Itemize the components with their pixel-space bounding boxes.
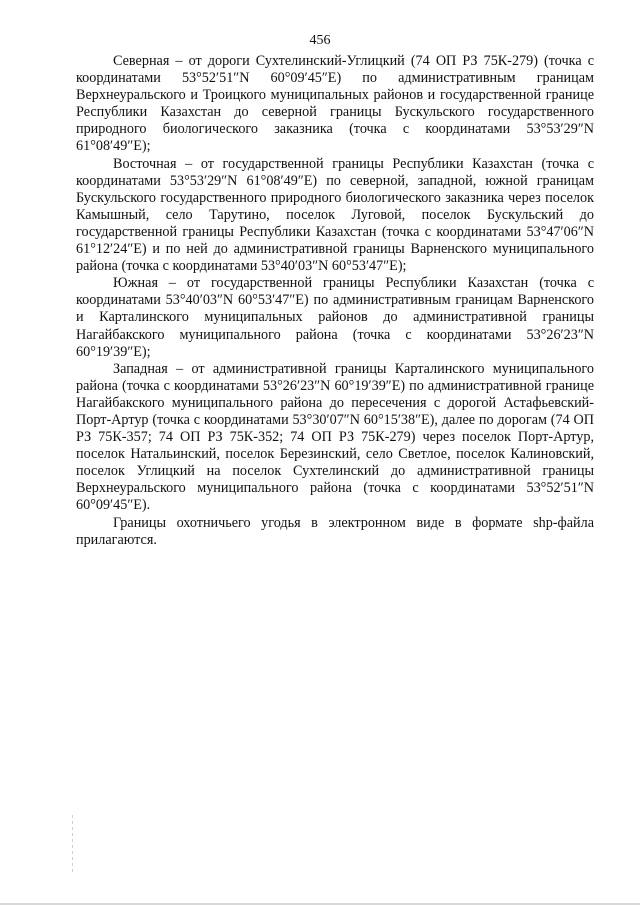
paragraph-west-boundary: Западная – от административной границы Карталинского муниципального района (точка с координатами 53°26′23″N 60°19′39″E) по административной границе Нагайбакского муниципального района до пересечения с дорогой Астафьевский-Порт-Артур (точка с координатами 53°30′07″N 60°15′38″E), далее по дорогам (74 ОП РЗ 75К-357; 74 ОП РЗ 75К-352; 74 ОП РЗ 75К-279) через поселок Порт-Артур, поселок Натальинский, поселок Березинский, село Светлое, поселок Калиновский, поселок Углицкий на поселок Сухтелинский до административной границы Верхнеуральского муниципального района (точка с координатами 53°52′51″N 60°09′45″E). xyxy=(76,360,594,514)
paragraph-north-boundary: Северная – от дороги Сухтелинский-Углицкий (74 ОП РЗ 75К-279) (точка с координатами 53°52′51″N 60°09′45″E) по административным границам Верхнеуральского и Троицкого муниципальных районов и государственной границе Республики Казахстан до северной границы Бускульского государственного природного биологического заказника (точка с координатами 53°53′29″N 61°08′49″E); xyxy=(76,53,594,155)
document-body xyxy=(76,53,594,549)
scan-artifact-line xyxy=(72,815,73,875)
paragraph-south-boundary: Южная – от государственной границы Республики Казахстан (точка с координатами 53°40′03″N 60°53′47″E) по административным границам Варненского и Карталинского муниципальных районов до административной границы Нагайбакского муниципального района (точка с координатами 53°26′23″N 60°19′39″E); xyxy=(76,275,594,360)
page-number: 456 xyxy=(309,33,331,48)
paragraph-shp-note: Границы охотничьего угодья в электронном виде в формате shp-файла прилагаются. xyxy=(76,514,594,548)
paragraph-east-boundary: Восточная – от государственной границы Республики Казахстан (точка с координатами 53°53′29″N 61°08′49″E) по северной, западной, южной границам Бускульского государственного природного биологического заказника через поселок Камышный, село Тарутино, поселок Луговой, поселок Бускульский до государственной границы Республики Казахстан (точка с координатами 53°47′06″N 61°12′24″E) и по ней до административной границы Варненского муниципального района (точка с координатами 53°40′03″N 60°53′47″E); xyxy=(76,155,594,275)
